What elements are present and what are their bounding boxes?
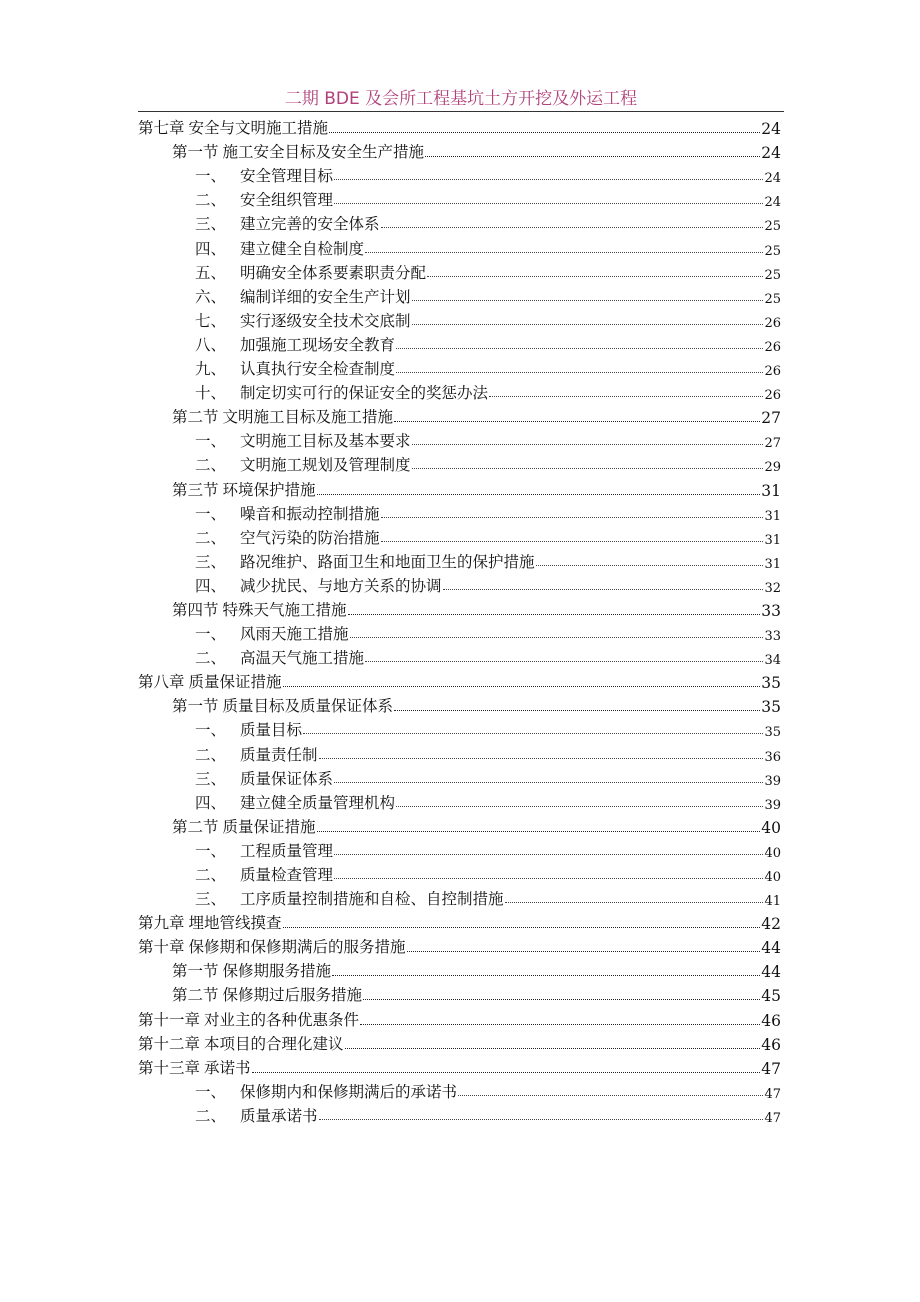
toc-entry-label xyxy=(195,743,318,765)
toc-dot-leader xyxy=(427,276,763,277)
toc-entry-label xyxy=(195,188,333,210)
toc-dot-leader xyxy=(252,1072,761,1073)
toc-entry-page: 31 xyxy=(764,532,781,548)
toc-entry-title: 埋地管线摸查 xyxy=(188,914,282,933)
toc-entry-title: 工程质量管理 xyxy=(240,841,334,860)
toc-entry[interactable] xyxy=(138,957,781,981)
toc-entry[interactable] xyxy=(138,475,781,499)
toc-entry-label xyxy=(195,429,411,451)
toc-entry-title: 质量保证措施 xyxy=(188,673,282,692)
toc-entry[interactable] xyxy=(138,186,781,210)
toc-entry-page: 47 xyxy=(764,1086,781,1102)
toc-entry[interactable] xyxy=(138,283,781,307)
header-rule xyxy=(138,111,784,112)
toc-entry-label xyxy=(195,1104,318,1126)
toc-entry-page: 40 xyxy=(764,845,781,861)
toc-dot-leader xyxy=(365,661,763,662)
toc-dot-leader xyxy=(394,421,760,422)
toc-dot-leader xyxy=(317,831,761,832)
toc-entry-page: 33 xyxy=(761,601,781,620)
toc-dot-leader xyxy=(334,179,763,180)
toc-entry-page: 26 xyxy=(764,364,781,380)
toc-entry-label xyxy=(138,1008,359,1030)
toc-dot-leader xyxy=(345,1048,761,1049)
toc-entry-title: 质量目标 xyxy=(240,721,303,740)
toc-entry-number: 第二节 xyxy=(172,817,219,836)
toc-entry-label xyxy=(195,646,364,668)
toc-entry[interactable] xyxy=(138,210,781,234)
toc-dot-leader xyxy=(412,468,764,469)
toc-entry-label xyxy=(195,237,364,259)
toc-entry[interactable] xyxy=(138,427,781,451)
toc-entry[interactable] xyxy=(138,644,781,668)
toc-entry-title: 质量承诺书 xyxy=(240,1106,318,1125)
toc-entry-title: 对业主的各种优惠条件 xyxy=(204,1010,360,1029)
toc-entry-page: 24 xyxy=(764,171,781,187)
toc-entry-label xyxy=(172,140,424,162)
toc-entry-page: 25 xyxy=(764,291,781,307)
toc-entry-label xyxy=(195,261,426,283)
toc-entry-title: 认真执行安全检查制度 xyxy=(240,360,396,379)
toc-dot-leader xyxy=(536,565,764,566)
toc-entry-label xyxy=(195,887,504,909)
toc-dot-leader xyxy=(334,854,763,855)
toc-entry-number: 一、 xyxy=(195,504,227,523)
toc-entry[interactable] xyxy=(138,234,781,258)
toc-entry-label xyxy=(195,767,333,789)
toc-entry-title: 编制详细的安全生产计划 xyxy=(240,287,411,306)
toc-entry[interactable] xyxy=(138,331,781,355)
toc-entry-number: 一、 xyxy=(195,167,227,186)
toc-entry-page: 26 xyxy=(764,339,781,355)
toc-entry[interactable] xyxy=(138,1005,781,1029)
toc-entry-label xyxy=(195,381,488,403)
toc-entry-page: 40 xyxy=(764,870,781,885)
toc-entry-label xyxy=(195,502,380,524)
toc-dot-leader xyxy=(334,203,763,204)
toc-entry[interactable] xyxy=(138,307,781,331)
toc-dot-leader xyxy=(396,348,763,349)
toc-dot-leader xyxy=(317,494,761,495)
toc-entry-number: 第十二章 xyxy=(138,1034,201,1053)
toc-entry[interactable] xyxy=(138,740,781,764)
toc-entry-label xyxy=(195,718,302,740)
toc-entry-page: 33 xyxy=(764,629,781,645)
toc-entry-label xyxy=(172,405,393,427)
toc-entry-label xyxy=(195,164,333,186)
toc-entry-title: 文明施工目标及施工措施 xyxy=(222,408,394,427)
toc-entry[interactable] xyxy=(138,692,781,716)
toc-entry[interactable] xyxy=(138,909,781,933)
toc-entry-title: 质量责任制 xyxy=(240,745,318,764)
toc-entry-title: 本项目的合理化建议 xyxy=(204,1034,344,1053)
toc-entry-label xyxy=(195,357,395,379)
toc-entry-page: 35 xyxy=(761,674,781,693)
toc-entry-number: 四、 xyxy=(195,239,227,258)
toc-entry-title: 保修期内和保修期满后的承诺书 xyxy=(240,1082,458,1101)
toc-dot-leader xyxy=(350,637,764,638)
toc-dot-leader xyxy=(283,686,761,687)
toc-entry-title: 文明施工目标及基本要求 xyxy=(240,432,411,451)
toc-entry-title: 施工安全目标及安全生产措施 xyxy=(222,143,425,162)
toc-entry[interactable] xyxy=(138,596,781,620)
toc-entry-page: 24 xyxy=(761,120,781,139)
toc-entry-number: 第二节 xyxy=(172,408,219,427)
toc-entry[interactable] xyxy=(138,885,781,909)
toc-entry-page: 34 xyxy=(764,653,781,669)
toc-entry[interactable] xyxy=(138,524,781,548)
toc-entry-page: 39 xyxy=(764,773,781,789)
toc-entry-number: 二、 xyxy=(195,191,227,210)
toc-entry-title: 建立完善的安全体系 xyxy=(240,215,380,234)
toc-entry-label xyxy=(195,1080,457,1102)
toc-entry-label xyxy=(172,959,331,981)
toc-entry-number: 第一节 xyxy=(172,697,219,716)
toc-entry[interactable] xyxy=(138,1054,781,1078)
toc-entry-page: 42 xyxy=(761,915,781,934)
toc-entry-number: 第九章 xyxy=(138,914,185,933)
toc-entry-label xyxy=(172,478,316,500)
toc-entry-title: 安全管理目标 xyxy=(240,167,334,186)
toc-entry-label xyxy=(195,550,535,572)
toc-entry-page: 24 xyxy=(761,144,781,163)
toc-entry-number: 四、 xyxy=(195,576,227,595)
toc-entry-page: 25 xyxy=(764,219,781,235)
toc-entry-number: 五、 xyxy=(195,263,227,282)
toc-entry[interactable] xyxy=(138,500,781,524)
toc-dot-leader xyxy=(505,902,764,903)
toc-entry-number: 二、 xyxy=(195,456,227,475)
toc-dot-leader xyxy=(381,517,764,518)
toc-entry-number: 三、 xyxy=(195,890,227,909)
toc-entry-title: 风雨天施工措施 xyxy=(240,625,349,644)
toc-dot-leader xyxy=(319,758,764,759)
toc-entry-number: 第三节 xyxy=(172,480,219,499)
toc-entry-page: 32 xyxy=(764,580,781,596)
toc-entry-title: 加强施工现场安全教育 xyxy=(240,335,396,354)
toc-entry-number: 第一节 xyxy=(172,962,219,981)
toc-entry-page: 26 xyxy=(764,315,781,331)
toc-entry-page: 39 xyxy=(764,797,781,813)
toc-entry-title: 路况维护、路面卫生和地面卫生的保护措施 xyxy=(240,552,535,571)
toc-entry-label xyxy=(195,791,395,813)
toc-entry-page: 25 xyxy=(764,243,781,259)
toc-entry-label xyxy=(138,911,282,933)
toc-entry-title: 质量保证措施 xyxy=(222,817,316,836)
toc-entry-label xyxy=(138,670,282,692)
toc-entry[interactable] xyxy=(138,1078,781,1102)
toc-entry-title: 工序质量控制措施和自检、自控制措施 xyxy=(240,890,504,909)
toc-entry-number: 第十章 xyxy=(138,938,185,957)
toc-entry-label xyxy=(195,333,395,355)
toc-dot-leader xyxy=(303,733,763,734)
toc-entry-label xyxy=(195,863,333,885)
toc-dot-leader xyxy=(365,252,763,253)
toc-entry-number: 一、 xyxy=(195,625,227,644)
toc-dot-leader xyxy=(425,156,760,157)
toc-entry-label xyxy=(195,574,442,596)
toc-dot-leader xyxy=(363,999,760,1000)
toc-entry-number: 二、 xyxy=(195,649,227,668)
toc-entry[interactable] xyxy=(138,620,781,644)
toc-entry-label xyxy=(195,309,411,331)
toc-entry-title: 明确安全体系要素职责分配 xyxy=(240,263,427,282)
toc-entry-label xyxy=(195,212,380,234)
toc-entry-title: 环境保护措施 xyxy=(222,480,316,499)
toc-entry-number: 三、 xyxy=(195,552,227,571)
toc-entry[interactable] xyxy=(138,1102,781,1126)
toc-entry-title: 特殊天气施工措施 xyxy=(222,600,347,619)
toc-entry-page: 36 xyxy=(764,749,781,765)
toc-entry-title: 保修期和保修期满后的服务措施 xyxy=(188,938,406,957)
toc-entry-page: 44 xyxy=(761,963,781,982)
toc-entry-label xyxy=(195,285,411,307)
toc-dot-leader xyxy=(332,975,760,976)
toc-entry-number: 一、 xyxy=(195,841,227,860)
toc-entry-title: 质量目标及质量保证体系 xyxy=(222,697,394,716)
toc-entry-page: 24 xyxy=(764,195,781,211)
toc-dot-leader xyxy=(329,132,760,133)
toc-entry-title: 建立健全自检制度 xyxy=(240,239,365,258)
toc-entry-label xyxy=(138,935,406,957)
toc-entry[interactable] xyxy=(138,114,781,138)
toc-entry-page: 46 xyxy=(761,1035,781,1054)
toc-dot-leader xyxy=(407,951,761,952)
toc-dot-leader xyxy=(396,372,763,373)
toc-dot-leader xyxy=(334,878,763,879)
toc-entry[interactable] xyxy=(138,162,781,186)
toc-entry-label xyxy=(138,1056,251,1078)
toc-entry[interactable] xyxy=(138,668,781,692)
toc-entry-label xyxy=(195,622,349,644)
toc-entry[interactable] xyxy=(138,933,781,957)
toc-entry-number: 第八章 xyxy=(138,673,185,692)
toc-entry-title: 高温天气施工措施 xyxy=(240,649,365,668)
toc-entry-page: 26 xyxy=(764,388,781,404)
toc-entry-number: 七、 xyxy=(195,311,227,330)
toc-entry-number: 第一节 xyxy=(172,143,219,162)
toc-entry-page: 40 xyxy=(761,818,781,837)
toc-entry-number: 九、 xyxy=(195,360,227,379)
toc-entry-label xyxy=(172,815,316,837)
toc-entry-number: 八、 xyxy=(195,335,227,354)
toc-entry-number: 二、 xyxy=(195,528,227,547)
toc-entry-page: 27 xyxy=(761,409,781,428)
toc-dot-leader xyxy=(412,324,764,325)
toc-entry-page: 46 xyxy=(761,1011,781,1030)
toc-entry-page: 29 xyxy=(764,460,781,476)
toc-dot-leader xyxy=(360,1024,760,1025)
toc-entry-page: 35 xyxy=(761,698,781,717)
toc-dot-leader xyxy=(489,396,763,397)
toc-entry[interactable] xyxy=(138,861,781,885)
toc-entry[interactable] xyxy=(138,572,781,596)
toc-entry-title: 质量检查管理 xyxy=(240,866,334,884)
toc-entry[interactable] xyxy=(138,355,781,379)
toc-entry-title: 质量保证体系 xyxy=(240,769,334,788)
toc-entry[interactable] xyxy=(138,813,781,837)
toc-entry[interactable] xyxy=(138,765,781,789)
toc-entry-page: 25 xyxy=(764,267,781,283)
toc-entry[interactable] xyxy=(138,403,781,427)
toc-entry-page: 31 xyxy=(764,508,781,524)
toc-entry[interactable] xyxy=(138,548,781,572)
toc-entry-title: 制定切实可行的保证安全的奖惩办法 xyxy=(240,384,489,403)
toc-entry-title: 安全组织管理 xyxy=(240,191,334,210)
toc-entry-number: 第十三章 xyxy=(138,1058,201,1077)
toc-entry-title: 文明施工规划及管理制度 xyxy=(240,456,411,475)
toc-entry-page: 35 xyxy=(764,725,781,741)
toc-entry-number: 十、 xyxy=(195,384,227,403)
toc-dot-leader xyxy=(394,710,760,711)
toc-entry-number: 第七章 xyxy=(138,119,185,138)
toc-entry-page: 47 xyxy=(764,1110,781,1126)
toc-entry-label xyxy=(172,694,393,716)
table-of-contents xyxy=(138,114,781,1126)
toc-entry[interactable] xyxy=(138,716,781,740)
toc-dot-leader xyxy=(396,806,763,807)
toc-entry-label xyxy=(172,983,362,1005)
toc-entry-number: 一、 xyxy=(195,1082,227,1101)
toc-dot-leader xyxy=(412,444,764,445)
toc-entry-title: 保修期过后服务措施 xyxy=(222,986,363,1005)
toc-entry-label xyxy=(195,839,333,861)
toc-entry-number: 一、 xyxy=(195,721,227,740)
toc-entry[interactable] xyxy=(138,981,781,1005)
toc-dot-leader xyxy=(283,927,761,928)
toc-entry[interactable] xyxy=(138,379,781,403)
toc-entry-title: 安全与文明施工措施 xyxy=(188,119,329,138)
toc-entry-page: 31 xyxy=(764,556,781,572)
toc-entry-number: 一、 xyxy=(195,432,227,451)
toc-entry-label xyxy=(172,598,347,620)
toc-entry-label xyxy=(138,1032,344,1054)
toc-entry-title: 减少扰民、与地方关系的协调 xyxy=(240,576,442,595)
toc-entry[interactable] xyxy=(138,259,781,283)
toc-dot-leader xyxy=(348,614,761,615)
toc-entry-number: 六、 xyxy=(195,287,227,306)
toc-dot-leader xyxy=(458,1095,763,1096)
toc-entry-page: 31 xyxy=(761,481,781,500)
toc-entry-number: 二、 xyxy=(195,1106,227,1125)
toc-dot-leader xyxy=(319,1119,764,1120)
toc-entry[interactable] xyxy=(138,1030,781,1054)
toc-entry-label xyxy=(195,526,380,548)
toc-entry-number: 第四节 xyxy=(172,600,219,619)
toc-entry-label xyxy=(138,116,328,138)
toc-entry-number: 三、 xyxy=(195,769,227,788)
toc-entry-number: 四、 xyxy=(195,793,227,812)
toc-entry-title: 保修期服务措施 xyxy=(222,962,332,981)
toc-entry-title: 承诺书 xyxy=(204,1058,251,1077)
toc-entry-page: 47 xyxy=(761,1059,781,1078)
toc-entry-number: 二、 xyxy=(195,745,227,764)
toc-entry[interactable] xyxy=(138,138,781,162)
toc-entry[interactable] xyxy=(138,789,781,813)
toc-dot-leader xyxy=(412,300,764,301)
toc-entry-page: 27 xyxy=(764,436,781,452)
toc-entry-number: 三、 xyxy=(195,215,227,234)
page-header-title: 二期 BDE 及会所工程基坑土方开挖及外运工程 xyxy=(284,89,638,109)
toc-entry-number: 第十一章 xyxy=(138,1010,201,1029)
toc-entry-title: 实行逐级安全技术交底制 xyxy=(240,311,411,330)
toc-entry-number: 二、 xyxy=(195,866,227,884)
toc-dot-leader xyxy=(443,589,764,590)
toc-entry[interactable] xyxy=(138,837,781,861)
toc-entry-page: 44 xyxy=(761,939,781,958)
toc-entry-page: 41 xyxy=(764,894,781,910)
toc-entry-title: 空气污染的防治措施 xyxy=(240,528,380,547)
toc-entry-title: 建立健全质量管理机构 xyxy=(240,793,396,812)
toc-entry-number: 第二节 xyxy=(172,986,219,1005)
toc-dot-leader xyxy=(381,541,764,542)
toc-dot-leader xyxy=(381,227,764,228)
toc-dot-leader xyxy=(334,782,763,783)
toc-entry-title: 噪音和振动控制措施 xyxy=(240,504,380,523)
toc-entry-label xyxy=(195,453,411,475)
toc-entry-page: 45 xyxy=(761,987,781,1006)
toc-entry[interactable] xyxy=(138,451,781,475)
